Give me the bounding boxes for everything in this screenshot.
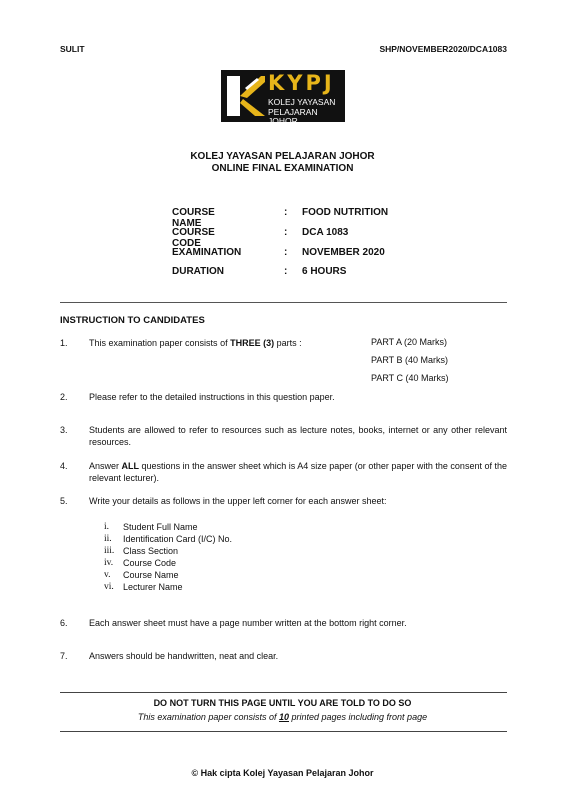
item-number: 3. [60, 425, 68, 435]
list-text: Course Code [123, 558, 177, 568]
item-text-pre: Answer [89, 461, 122, 471]
item-text: Write your details as follows in the upper left corner for each answer sheet: [89, 496, 387, 506]
logo-brand-text: KYPJ [268, 71, 335, 95]
item-number: 6. [60, 618, 68, 628]
item-number: 2. [60, 392, 68, 402]
list-numeral: v. [104, 570, 111, 580]
part-a-marks: PART A (20 Marks) [371, 337, 448, 347]
page-count-post: printed pages including front page [288, 712, 428, 722]
info-separator: : [284, 207, 288, 218]
header-reference-code: SHP/NOVEMBER2020/DCA1083 [379, 44, 507, 54]
item-text [89, 460, 507, 484]
copyright-notice: © Hak cipta Kolej Yayasan Pelajaran Johor [191, 768, 374, 778]
info-separator: : [284, 266, 288, 277]
item-number: 7. [60, 651, 68, 661]
page-count-note [0, 712, 565, 722]
logo-line-1: KOLEJ YAYASAN [268, 97, 336, 107]
list-numeral: iii. [104, 546, 115, 556]
item-text: Each answer sheet must have a page number written at the bottom right corner. [89, 618, 407, 628]
info-value: 6 HOURS [302, 266, 347, 277]
item-text: Please refer to the detailed instructions in this question paper. [89, 392, 335, 402]
item-number: 4. [60, 461, 68, 471]
header-left-label: SULIT [60, 44, 85, 54]
item-number: 1. [60, 338, 68, 348]
item-text-pre: This examination paper consists of [89, 338, 231, 348]
list-numeral: iv. [104, 558, 114, 568]
page-count-number: 10 [278, 712, 289, 722]
logo-line-2: PELAJARAN JOHOR [268, 107, 318, 126]
item-text-bold: ALL [121, 461, 140, 471]
part-b-marks: PART B (40 Marks) [371, 355, 449, 365]
list-text: Course Name [123, 570, 179, 580]
info-label: COURSE NAME [172, 207, 215, 229]
info-value: FOOD NUTRITION [302, 207, 389, 218]
item-text-bold: THREE (3) [230, 338, 275, 348]
item-text: Students are allowed to refer to resources such as lecture notes, books, internet or any other relevant resources. [89, 425, 507, 447]
list-text: Identification Card (I/C) No. [123, 534, 233, 544]
item-text: Answers should be handwritten, neat and clear. [89, 651, 279, 661]
info-value: NOVEMBER 2020 [302, 247, 385, 258]
list-numeral: ii. [104, 534, 112, 544]
institution-name: KOLEJ YAYASAN PELAJARAN JOHOR [190, 151, 375, 162]
exam-type: ONLINE FINAL EXAMINATION [211, 163, 354, 174]
do-not-turn-warning: DO NOT TURN THIS PAGE UNTIL YOU ARE TOLD TO DO SO [153, 698, 412, 708]
info-label: COURSE CODE [172, 227, 215, 249]
item-text-post: questions in the answer sheet which is A4 size paper (or other paper with the consent of the relevant lecturer). [89, 461, 507, 483]
list-text: Lecturer Name [123, 582, 183, 592]
list-text: Class Section [123, 546, 179, 556]
list-numeral: vi. [104, 582, 114, 592]
item-text-post: parts : [274, 338, 302, 348]
kypj-emblem-icon [221, 70, 267, 122]
item-number: 5. [60, 496, 68, 506]
section-divider [60, 302, 507, 303]
list-numeral: i. [104, 522, 110, 532]
info-separator: : [284, 227, 288, 238]
kypj-logo [221, 70, 345, 126]
info-value: DCA 1083 [302, 227, 349, 238]
part-c-marks: PART C (40 Marks) [371, 373, 449, 383]
info-label: DURATION [172, 266, 225, 277]
info-label: EXAMINATION [172, 247, 242, 258]
instructions-title: INSTRUCTION TO CANDIDATES [60, 315, 205, 326]
page-count-pre: This examination paper consists of [137, 712, 279, 722]
info-separator: : [284, 247, 288, 258]
list-text: Student Full Name [123, 522, 198, 532]
